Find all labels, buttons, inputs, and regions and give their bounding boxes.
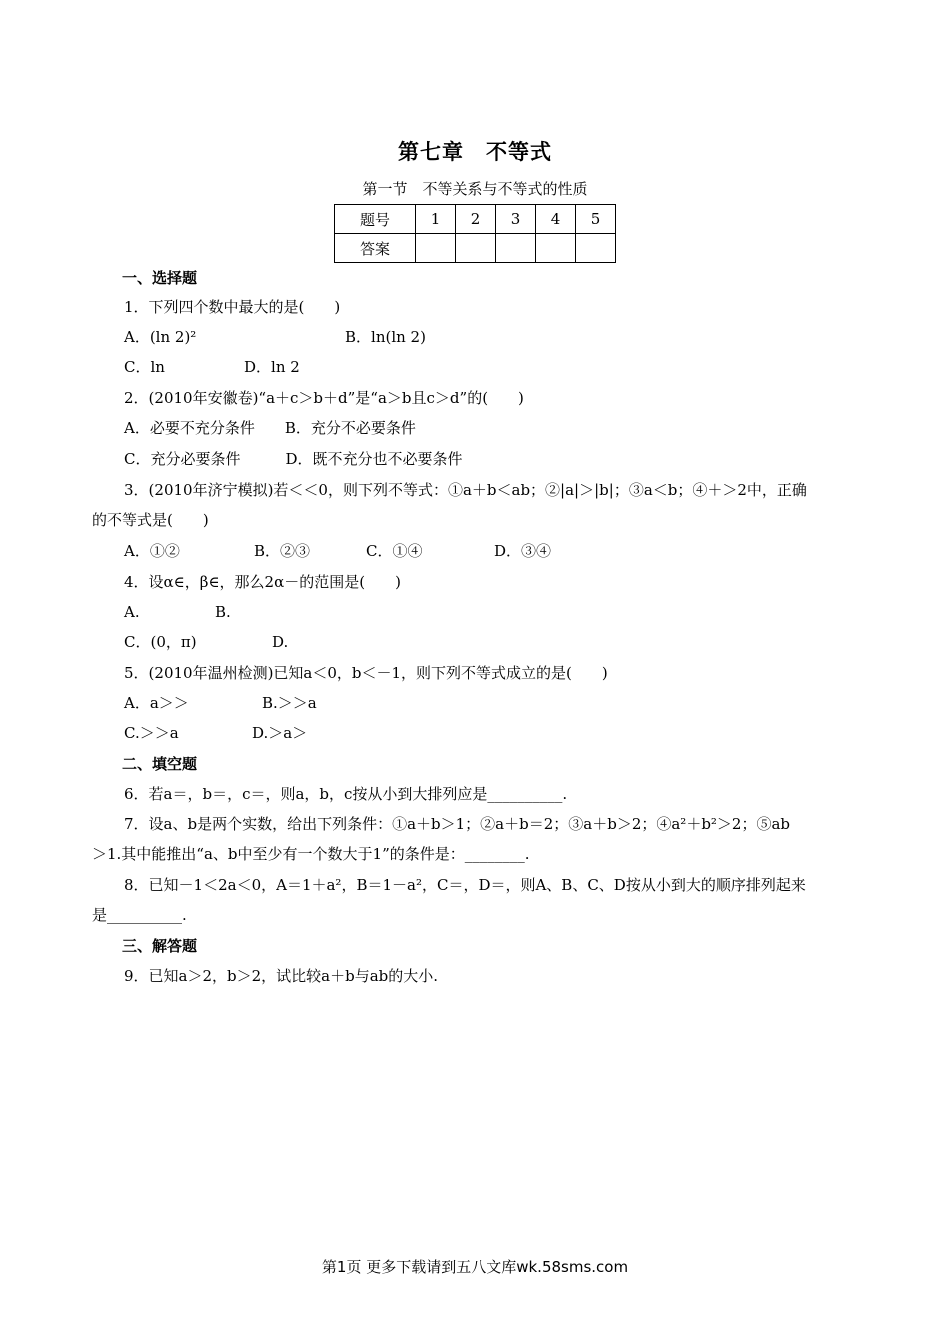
question-4: 4．设α∈，β∈，那么2α－的范围是( ) [124, 573, 401, 591]
question-6: 6．若a＝，b＝，c＝，则a，b，c按从小到大排列应是__________. [124, 785, 568, 803]
section-heading-solve: 三、解答题 [122, 937, 198, 955]
q5-option-b: B.＞＞a [262, 694, 317, 712]
table-row [335, 205, 616, 234]
q3-option-b: B．②③ [254, 542, 311, 560]
section-subtitle: 第一节 不等关系与不等式的性质 [362, 180, 588, 198]
table-row [335, 234, 616, 263]
question-7: 7．设a、b是两个实数，给出下列条件：①a＋b＞1；②a＋b＝2；③a＋b＞2；④a²＋b²＞2；⑤ab [124, 815, 791, 833]
table-cell: 2 [456, 205, 496, 234]
table-header-question-number: 题号 [335, 205, 416, 234]
chapter-title: 第七章 不等式 [398, 140, 552, 164]
q1-option-d: D．ln 2 [244, 358, 300, 376]
q1-option-a: A．(ln 2)² [124, 328, 197, 346]
table-cell: 3 [496, 205, 536, 234]
q5-option-c: C.＞＞a [124, 724, 179, 742]
question-3-cont: 的不等式是( ) [92, 511, 209, 529]
section-heading-choice: 一、选择题 [122, 269, 198, 287]
table-cell: 5 [576, 205, 616, 234]
answer-cell [536, 234, 576, 263]
question-7-cont: ＞1.其中能推出“a、b中至少有一个数大于1”的条件是：________. [92, 845, 530, 863]
answer-cell [496, 234, 536, 263]
q5-option-a: A．a＞＞ [124, 694, 189, 712]
q4-option-c: C．(0，π) [124, 633, 197, 651]
q1-option-c: C．ln [124, 358, 165, 376]
q3-option-d: D．③④ [494, 542, 552, 560]
answer-cell [416, 234, 456, 263]
q2-options-cd: C．充分必要条件 D．既不充分也不必要条件 [124, 450, 463, 468]
answer-cell [576, 234, 616, 263]
section-heading-fill: 二、填空题 [122, 755, 198, 773]
q5-option-d: D.＞a＞ [252, 724, 308, 742]
question-3: 3．(2010年济宁模拟)若＜＜0，则下列不等式：①a＋b＜ab；②|a|＞|b|；③a＜b；④＋＞2中，正确 [124, 481, 807, 499]
question-9: 9．已知a＞2，b＞2，试比较a＋b与ab的大小. [124, 967, 439, 985]
q4-option-d: D. [272, 633, 289, 651]
q1-option-b: B．ln(ln 2) [345, 328, 426, 346]
table-cell: 1 [416, 205, 456, 234]
q4-option-a: A. [124, 603, 140, 621]
q3-option-a: A．①② [124, 542, 180, 560]
question-8-cont: 是__________. [92, 906, 187, 924]
question-5: 5．(2010年温州检测)已知a＜0，b＜－1，则下列不等式成立的是( ) [124, 664, 608, 682]
answer-table [334, 204, 616, 263]
table-header-answer: 答案 [335, 234, 416, 263]
question-1: 1．下列四个数中最大的是( ) [124, 298, 341, 316]
q4-option-b: B. [215, 603, 231, 621]
question-8: 8．已知－1＜2a＜0，A＝1＋a²，B＝1－a²，C＝，D＝，则A、B、C、D按从小到大的顺序排列起来 [124, 876, 806, 894]
q2-options-ab: A．必要不充分条件 B．充分不必要条件 [124, 419, 416, 437]
q3-option-c: C．①④ [366, 542, 423, 560]
answer-cell [456, 234, 496, 263]
question-2: 2．(2010年安徽卷)“a＋c＞b＋d”是“a＞b且c＞d”的( ) [124, 389, 524, 407]
table-cell: 4 [536, 205, 576, 234]
page-footer: 第1页 更多下载请到五八文库wk.58sms.com [321, 1258, 629, 1276]
